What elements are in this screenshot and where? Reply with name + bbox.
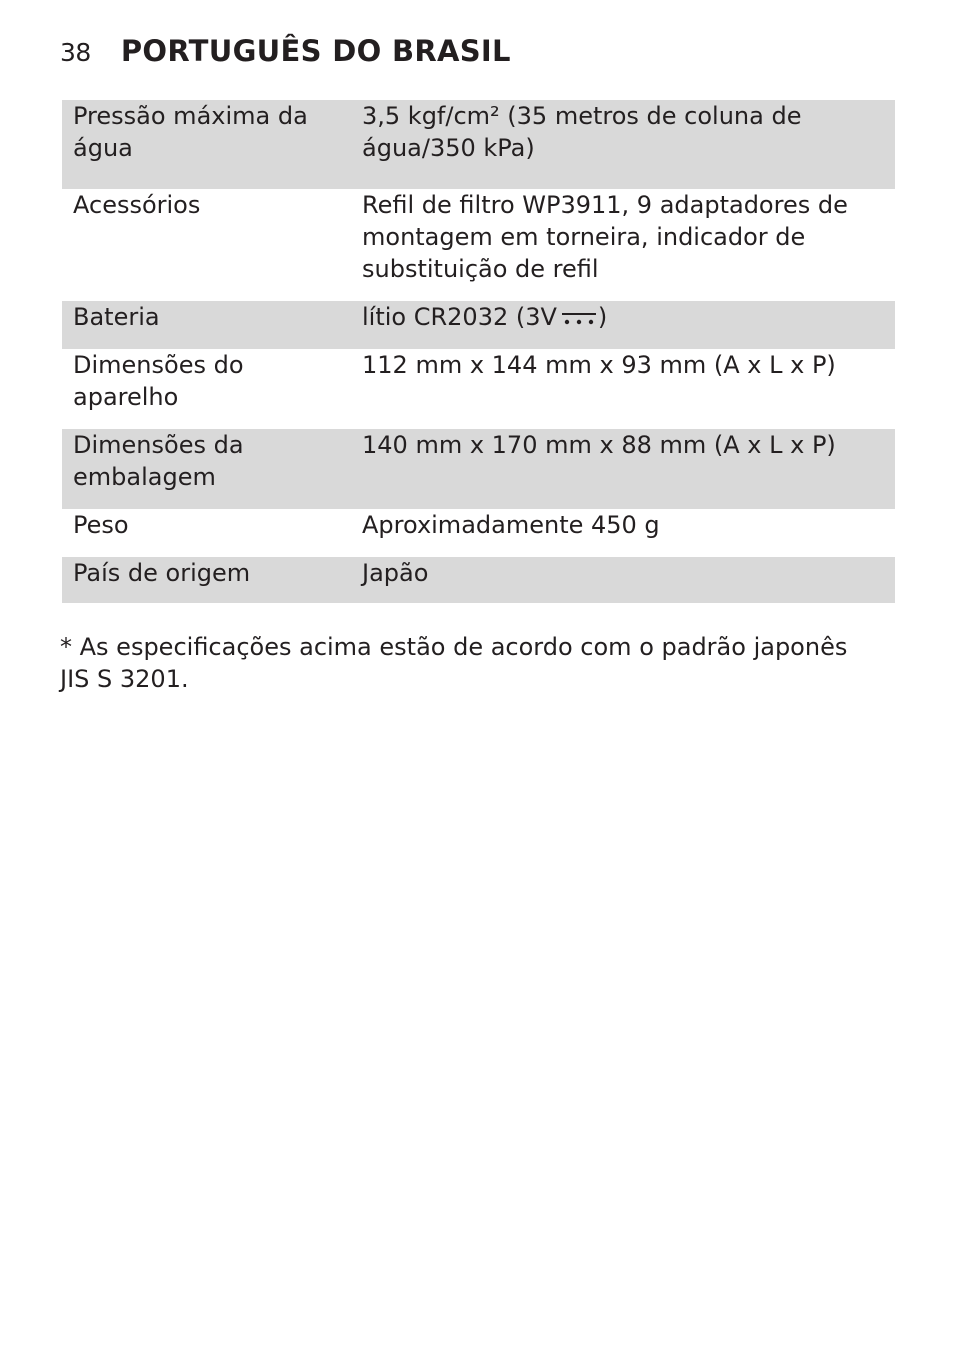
table-row <box>62 301 895 349</box>
section-title: PORTUGUÊS DO BRASIL <box>120 34 511 68</box>
table-row <box>62 429 895 509</box>
spec-value: 112 mm x 144 mm x 93 mm (A x L x P) <box>362 351 836 379</box>
table-row <box>62 557 895 603</box>
table-row <box>62 349 895 429</box>
spec-label: Pressão máxima da água <box>62 100 352 189</box>
spec-value-text: lítio CR2032 (3V <box>362 303 557 331</box>
page-header <box>60 34 511 68</box>
spec-value: Refil de filtro WP3911, 9 adaptadores de montagem em torneira, indicador de substituição de refil <box>362 191 848 283</box>
footnote: * As especificações acima estão de acordo com o padrão japonês JIS S 3201. <box>60 633 848 693</box>
page-number: 38 <box>60 38 91 67</box>
direct-current-icon <box>561 310 597 326</box>
spec-value <box>352 301 895 349</box>
spec-value: 3,5 kgf/cm² (35 metros de coluna de água/350 kPa) <box>352 100 895 189</box>
spec-value: 140 mm x 170 mm x 88 mm (A x L x P) <box>352 429 895 509</box>
spec-label: Dimensões do aparelho <box>73 351 244 411</box>
spec-label: País de origem <box>62 557 352 603</box>
spec-label: Bateria <box>62 301 352 349</box>
spec-value: Japão <box>352 557 895 603</box>
table-row <box>62 100 895 189</box>
spec-value-text: ) <box>597 303 608 331</box>
table-row <box>62 189 895 301</box>
spec-value: Aproximadamente 450 g <box>362 511 660 539</box>
spec-label: Peso <box>73 511 129 539</box>
spec-label: Dimensões da embalagem <box>62 429 352 509</box>
table-row <box>62 509 895 557</box>
specifications-table <box>62 100 895 603</box>
spec-label: Acessórios <box>73 191 201 219</box>
